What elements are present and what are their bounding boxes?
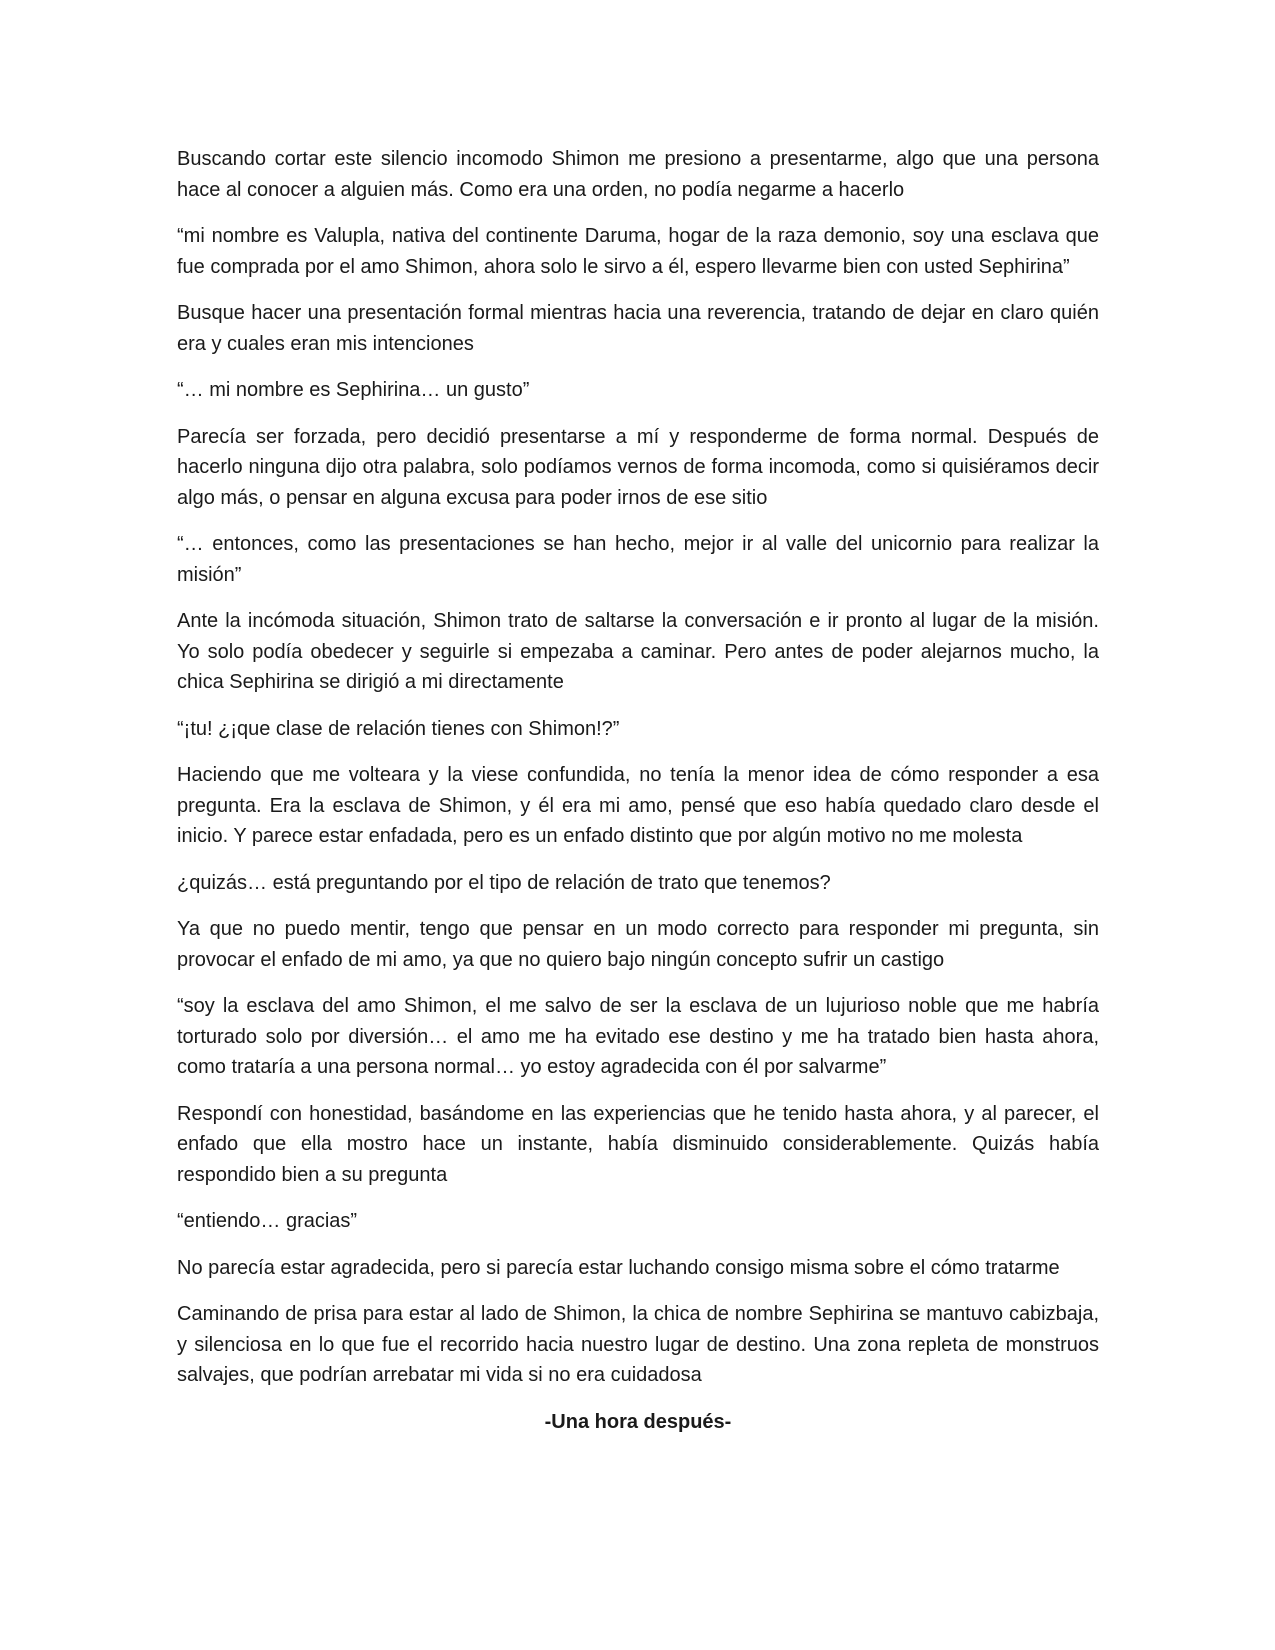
paragraph-2: “mi nombre es Valupla, nativa del continente Daruma, hogar de la raza demonio, soy una esclava que fue comprada por el amo Shimon, ahora solo le sirvo a él, espero llevarme bien con usted Sephirina”: [177, 225, 1099, 278]
paragraph-15: No parecía estar agradecida, pero si parecía estar luchando consigo misma sobre el cómo tratarme: [177, 1256, 1060, 1279]
section-heading: -Una hora después-: [544, 1410, 732, 1433]
paragraph-13: Respondí con honestidad, basándome en las experiencias que he tenido hasta ahora, y al parecer, el enfado que ella mostro hace un instante, había disminuido considerablemente. Quizás había respondido bien a su pregunta: [177, 1102, 1099, 1186]
paragraph-11: Ya que no puedo mentir, tengo que pensar en un modo correcto para responder mi pregunta, sin provocar el enfado de mi amo, ya que no quiero bajo ningún concepto sufrir un castigo: [177, 918, 1099, 971]
paragraph-16: Caminando de prisa para estar al lado de Shimon, la chica de nombre Sephirina se mantuvo cabizbaja, y silenciosa en lo que fue el recorrido hacia nuestro lugar de destino. Una zona repleta de monstruos salvajes, que podrían arrebatar mi vida si no era cuidadosa: [177, 1303, 1099, 1386]
paragraph-4: “… mi nombre es Sephirina… un gusto”: [177, 379, 530, 401]
paragraph-10: ¿quizás… está preguntando por el tipo de relación de trato que tenemos?: [177, 871, 831, 894]
paragraph-12: “soy la esclava del amo Shimon, el me salvo de ser la esclava de un lujurioso noble que me habría torturado solo por diversión… el amo me ha evitado ese destino y me ha tratado bien hasta ahora, como trataría a una persona normal… yo estoy agradecida con él por salvarme”: [177, 995, 1099, 1078]
paragraph-6: “… entonces, como las presentaciones se han hecho, mejor ir al valle del unicornio para realizar la misión”: [177, 533, 1099, 586]
paragraph-3: Busque hacer una presentación formal mientras hacia una reverencia, tratando de dejar en claro quién era y cuales eran mis intenciones: [177, 302, 1099, 355]
paragraph-7: Ante la incómoda situación, Shimon trato de saltarse la conversación e ir pronto al lugar de la misión. Yo solo podía obedecer y seguirle si empezaba a caminar. Pero antes de poder alejarnos mucho, la chica Sephirina se dirigió a mi directamente: [177, 610, 1099, 693]
paragraph-5: Parecía ser forzada, pero decidió presentarse a mí y responderme de forma normal. Después de hacerlo ninguna dijo otra palabra, solo podíamos vernos de forma incomoda, como si quisiéramos decir algo más, o pensar en alguna excusa para poder irnos de ese sitio: [177, 425, 1099, 509]
paragraph-8: “¡tu! ¿¡que clase de relación tienes con Shimon!?”: [177, 717, 620, 740]
paragraph-1: Buscando cortar este silencio incomodo Shimon me presiono a presentarme, algo que una persona hace al conocer a alguien más. Como era una orden, no podía negarme a hacerlo: [177, 148, 1099, 201]
paragraph-9: Haciendo que me volteara y la viese confundida, no tenía la menor idea de cómo responder a esa pregunta. Era la esclava de Shimon, y él era mi amo, pensé que eso había quedado claro desde el inicio. Y parece estar enfadada, pero es un enfado distinto que por algún motivo no me molesta: [177, 764, 1099, 847]
document-body: [177, 144, 1099, 1437]
paragraph-14: “entiendo… gracias”: [177, 1210, 358, 1232]
